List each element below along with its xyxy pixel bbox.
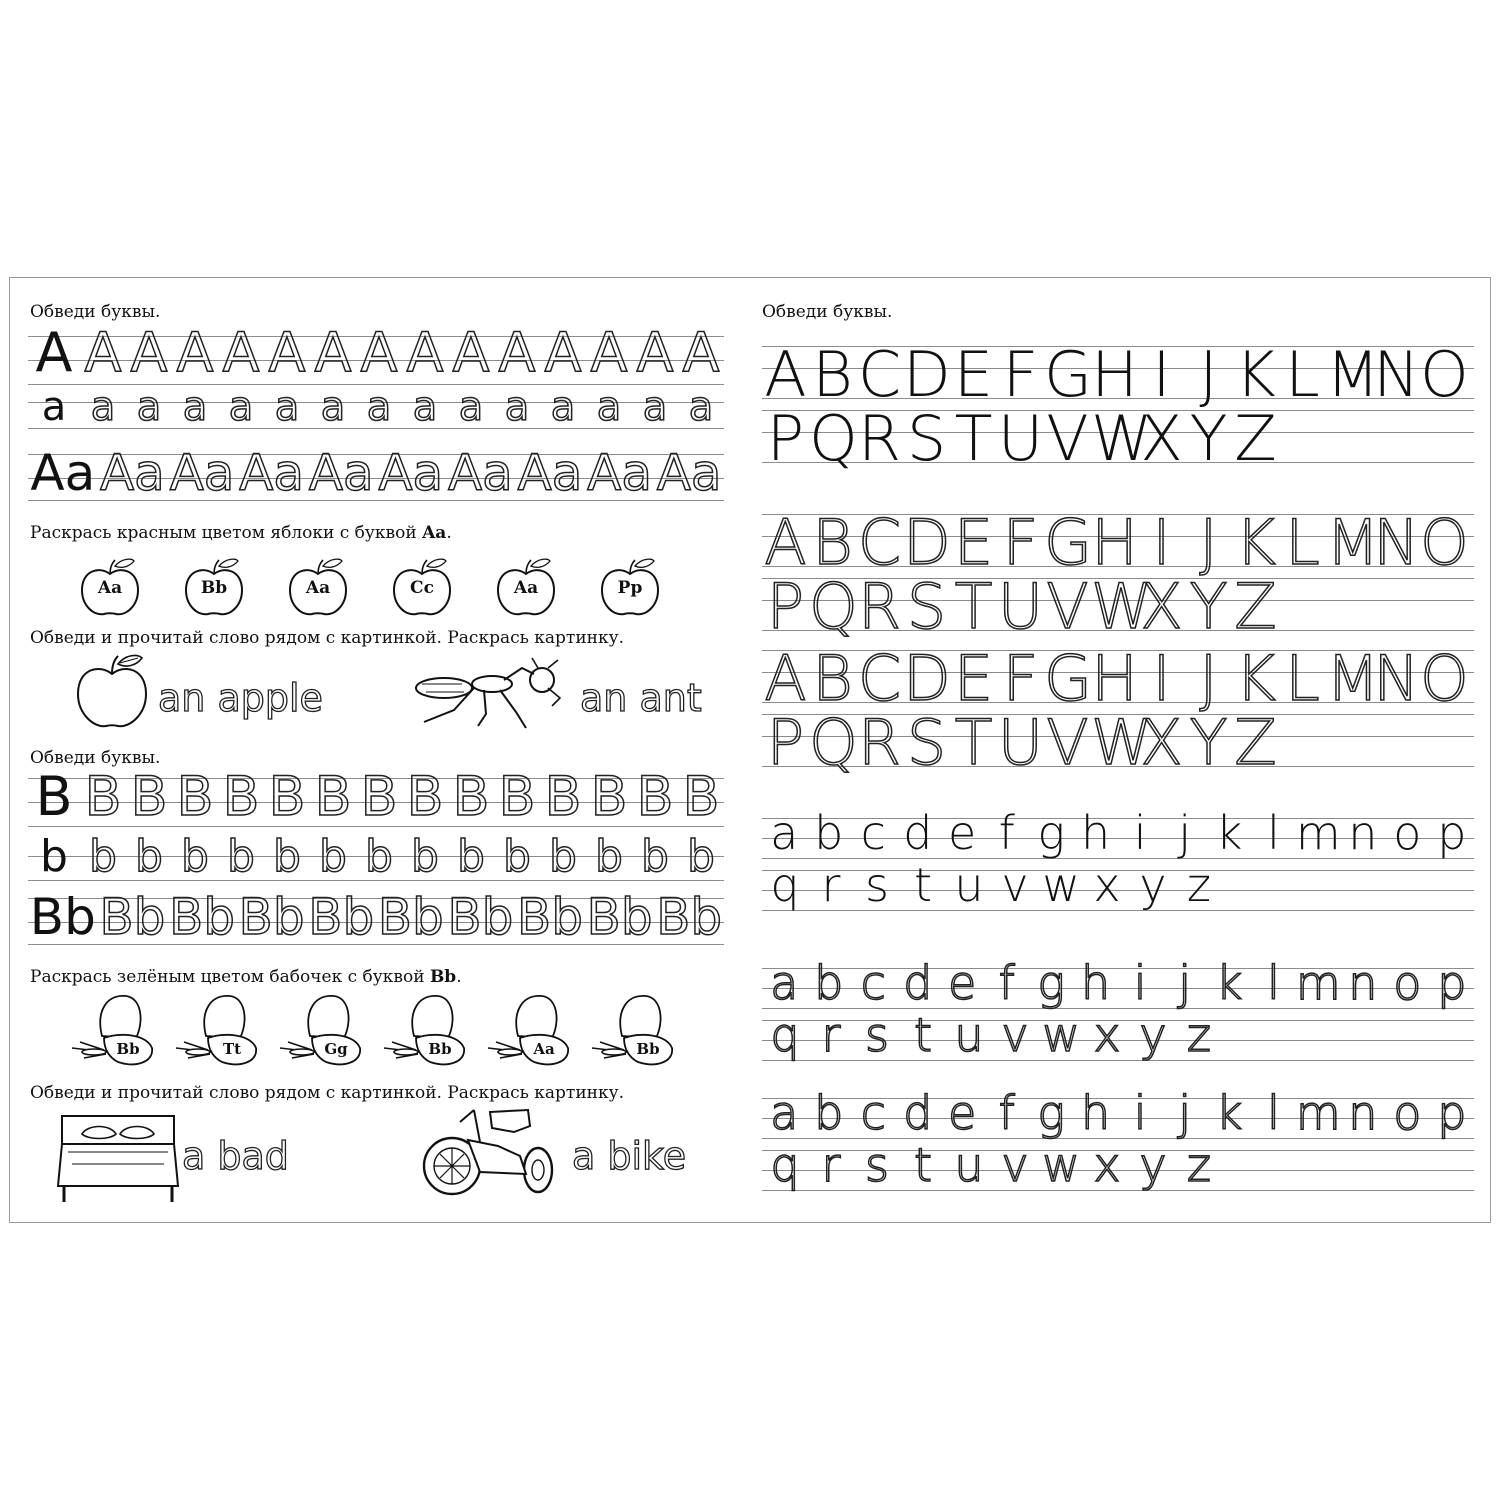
alphabet-letter: n <box>1348 1086 1378 1140</box>
alphabet-letter: t <box>913 858 933 912</box>
alphabet-letter: W <box>1091 570 1153 643</box>
alphabet-row-upper1 <box>762 338 1474 411</box>
alphabet-letter: K <box>1235 506 1276 579</box>
alphabet-letter: H <box>1091 506 1138 579</box>
alphabet-row-lower2 <box>762 1010 1474 1070</box>
alphabet-letter: Y <box>1189 570 1228 643</box>
trace-letter: Bb <box>99 888 166 946</box>
alphabet-letter: e <box>948 1086 977 1140</box>
alphabet-letter: j <box>1178 1086 1191 1140</box>
trace-letter: Aa <box>239 444 304 502</box>
trace-letter: A <box>130 321 168 384</box>
trace-letter: B <box>544 765 582 828</box>
trace-letter: b <box>181 831 209 882</box>
model-letter: a <box>41 384 67 430</box>
trace-letter: Aa <box>447 444 513 502</box>
ant-picture <box>404 654 574 734</box>
alphabet-letter: l <box>1267 806 1280 860</box>
alphabet-letter: e <box>948 956 977 1010</box>
butterfly-icon <box>586 992 682 1076</box>
trace-letter: a <box>412 384 438 430</box>
bed-picture <box>54 1104 182 1204</box>
alphabet-letter: V <box>1046 706 1089 779</box>
alphabet-letter: n <box>1348 806 1378 860</box>
trace-letter: B <box>314 765 352 828</box>
butterfly-icon <box>66 992 162 1076</box>
alphabet-letter: d <box>903 806 933 860</box>
butterfly-label: Bb <box>636 1040 660 1058</box>
instruction-trace-letters: Обведи буквы. <box>30 302 161 322</box>
alphabet-letter: l <box>1267 1086 1280 1140</box>
alphabet-row-upper1 <box>762 506 1474 579</box>
alphabet-letter: G <box>1044 642 1093 715</box>
trace-letter: B <box>682 765 720 828</box>
trace-letter: b <box>641 831 669 882</box>
alphabet-letter: F <box>1002 338 1039 411</box>
model-letter: Aa <box>30 444 96 502</box>
alphabet-letter: H <box>1091 338 1138 411</box>
instruction-read-word-2: Обведи и прочитай слово рядом с картинкой. Раскрась картинку. <box>30 1083 625 1103</box>
alphabet-letter: x <box>1093 1138 1121 1192</box>
trace-letter: Aa <box>587 444 652 502</box>
alphabet-letter: x <box>1093 858 1121 912</box>
trace-letter: A <box>636 321 674 384</box>
trace-letter: B <box>268 765 306 828</box>
trace-letter: a <box>136 384 162 430</box>
alphabet-letter: D <box>903 642 951 715</box>
alphabet-letter: Z <box>1234 706 1277 779</box>
trace-letter: b <box>227 831 255 882</box>
alphabet-letter: C <box>857 506 902 579</box>
alphabet-letter: z <box>1186 1138 1212 1192</box>
alphabet-letter: a <box>770 1086 799 1140</box>
alphabet-letter: k <box>1215 956 1243 1010</box>
alphabet-letter: z <box>1186 1008 1212 1062</box>
trace-letter: B <box>176 765 214 828</box>
alphabet-letter: D <box>903 338 951 411</box>
trace-letter: A <box>590 321 628 384</box>
alphabet-letter: P <box>766 706 805 779</box>
trace-letter: B <box>360 765 398 828</box>
instruction-trace-alphabet: Обведи буквы. <box>762 302 893 322</box>
instruction-color-apples: Раскрась красным цветом яблоки с буквой Aa. <box>30 523 452 543</box>
alphabet-letter: p <box>1437 806 1467 860</box>
trace-letter: a <box>320 384 346 430</box>
trace-letter: Aa <box>99 444 165 502</box>
alphabet-row-lower2 <box>762 1140 1474 1200</box>
alphabet-letter: A <box>764 642 807 715</box>
alphabet-letter: r <box>821 1138 841 1192</box>
alphabet-letter: U <box>997 402 1044 475</box>
alphabet-letter: c <box>860 1086 886 1140</box>
trace-letter: b <box>595 831 623 882</box>
alphabet-row-upper2 <box>762 570 1474 643</box>
alphabet-letter: u <box>954 858 984 912</box>
alphabet-letter: g <box>1037 1086 1065 1140</box>
alphabet-letter: D <box>903 506 951 579</box>
alphabet-letter: t <box>913 1008 933 1062</box>
instruction-trace-letters-b: Обведи буквы. <box>30 748 161 768</box>
alphabet-letter: W <box>1091 706 1153 779</box>
alphabet-letter: J <box>1199 338 1218 411</box>
model-letter: A <box>35 321 73 384</box>
alphabet-letter: r <box>821 1008 841 1062</box>
alphabet-letter: z <box>1186 858 1212 912</box>
alphabet-letter: T <box>954 402 993 475</box>
alphabet-letter: M <box>1326 506 1380 579</box>
trace-letter: Bb <box>516 888 583 946</box>
apple-picture <box>72 650 152 730</box>
alphabet-letter: P <box>766 402 805 475</box>
trace-letter: Bb <box>377 888 444 946</box>
alphabet-letter: j <box>1178 956 1191 1010</box>
alphabet-letter: B <box>812 338 853 411</box>
alphabet-letter: C <box>857 338 902 411</box>
alphabet-letter: o <box>1393 1086 1422 1140</box>
model-letter: Bb <box>29 888 96 946</box>
alphabet-letter: K <box>1235 642 1276 715</box>
alphabet-letter: U <box>997 570 1044 643</box>
alphabet-letter: q <box>770 1008 800 1062</box>
alphabet-letter: P <box>766 570 805 643</box>
trace-letter: Aa <box>517 444 583 502</box>
alphabet-letter: X <box>1140 706 1183 779</box>
alphabet-row-lower2 <box>762 860 1474 920</box>
instruction-color-butterflies: Раскрась зелёным цветом бабочек с буквой Bb. <box>30 967 462 987</box>
trace-letter: Aa <box>308 444 374 502</box>
alphabet-letter: R <box>857 706 902 779</box>
alphabet-letter: K <box>1235 338 1276 411</box>
alphabet-letter: V <box>1046 402 1089 475</box>
alphabet-letter: N <box>1373 506 1420 579</box>
alphabet-letter: E <box>953 338 994 411</box>
alphabet-letter: y <box>1139 858 1167 912</box>
trace-letter: A <box>406 321 444 384</box>
row-upper-b <box>28 765 724 828</box>
trace-letter: b <box>273 831 301 882</box>
alphabet-letter: O <box>1420 642 1469 715</box>
alphabet-letter: f <box>998 956 1015 1010</box>
alphabet-letter: E <box>953 506 994 579</box>
alphabet-letter: w <box>1042 1008 1080 1062</box>
alphabet-letter: F <box>1002 642 1039 715</box>
alphabet-letter: S <box>906 402 947 475</box>
alphabet-letter: m <box>1295 956 1341 1010</box>
alphabet-letter: U <box>997 706 1044 779</box>
alphabet-letter: Q <box>809 402 858 475</box>
alphabet-letter: N <box>1373 642 1420 715</box>
trace-letter: b <box>365 831 393 882</box>
alphabet-letter: v <box>1001 1138 1029 1192</box>
alphabet-letter: k <box>1215 1086 1243 1140</box>
alphabet-letter: o <box>1393 956 1422 1010</box>
model-letter: B <box>35 765 73 828</box>
butterfly-icon <box>378 992 474 1076</box>
trace-letter: a <box>366 384 392 430</box>
alphabet-letter: j <box>1178 806 1191 860</box>
alphabet-letter: p <box>1437 956 1467 1010</box>
apple-label: Aa <box>305 578 331 598</box>
trace-letter: Bb <box>447 888 514 946</box>
trace-letter: Bb <box>308 888 375 946</box>
trace-letter: B <box>222 765 260 828</box>
trace-letter: B <box>590 765 628 828</box>
row-lower-a <box>28 384 724 430</box>
left-page <box>10 278 750 1222</box>
trace-letter: A <box>176 321 214 384</box>
trace-letter: B <box>498 765 536 828</box>
alphabet-letter: d <box>903 1086 933 1140</box>
instruction-read-word-1: Обведи и прочитай слово рядом с картинкой. Раскрась картинку. <box>30 628 625 648</box>
alphabet-letter: T <box>954 706 993 779</box>
alphabet-letter: g <box>1037 956 1065 1010</box>
trace-letter: A <box>84 321 122 384</box>
trace-letter: a <box>688 384 714 430</box>
alphabet-letter: L <box>1285 506 1320 579</box>
alphabet-letter: g <box>1037 806 1065 860</box>
alphabet-letter: s <box>865 858 889 912</box>
trace-letter: a <box>642 384 668 430</box>
alphabet-letter: u <box>954 1008 984 1062</box>
butterfly-label: Bb <box>428 1040 452 1058</box>
alphabet-letter: L <box>1285 338 1320 411</box>
alphabet-letter: s <box>865 1138 889 1192</box>
trace-letter: b <box>549 831 577 882</box>
trace-letter: A <box>682 321 720 384</box>
alphabet-letter: G <box>1044 506 1093 579</box>
alphabet-letter: G <box>1044 338 1093 411</box>
row-bb <box>28 888 724 946</box>
alphabet-letter: b <box>814 1086 844 1140</box>
trace-letter: b <box>457 831 485 882</box>
alphabet-letter: W <box>1091 402 1153 475</box>
row-lower-b <box>28 832 724 880</box>
trace-letter: A <box>452 321 490 384</box>
alphabet-letter: L <box>1285 642 1320 715</box>
alphabet-letter: I <box>1152 642 1171 715</box>
alphabet-letter: N <box>1373 338 1420 411</box>
butterfly-icon <box>482 992 578 1076</box>
word-a-bad: a bad <box>182 1134 289 1178</box>
alphabet-letter: i <box>1133 806 1147 860</box>
trace-letter: a <box>90 384 116 430</box>
trace-letter: b <box>503 831 531 882</box>
alphabet-letter: b <box>814 956 844 1010</box>
alphabet-letter: s <box>865 1008 889 1062</box>
alphabet-letter: M <box>1326 338 1380 411</box>
trace-letter: A <box>222 321 260 384</box>
alphabet-letter: C <box>857 642 902 715</box>
alphabet-letter: o <box>1393 806 1422 860</box>
alphabet-letter: S <box>906 570 947 643</box>
apple-label: Pp <box>617 578 643 598</box>
trace-letter: B <box>84 765 122 828</box>
word-a-bike: a bike <box>572 1134 687 1178</box>
alphabet-letter: q <box>770 1138 800 1192</box>
alphabet-letter: Z <box>1234 402 1277 475</box>
alphabet-letter: h <box>1081 956 1111 1010</box>
alphabet-row-upper2 <box>762 706 1474 779</box>
trace-letter: a <box>550 384 576 430</box>
alphabet-letter: E <box>953 642 994 715</box>
trace-letter: A <box>544 321 582 384</box>
trace-letter: A <box>268 321 306 384</box>
trace-letter: b <box>411 831 439 882</box>
butterfly-label: Gg <box>324 1040 348 1058</box>
worksheet-spread <box>9 277 1491 1223</box>
alphabet-letter: m <box>1295 806 1341 860</box>
trace-letter: Aa <box>169 444 235 502</box>
alphabet-letter: i <box>1133 1086 1147 1140</box>
alphabet-letter: Y <box>1189 706 1228 779</box>
apple-label: Bb <box>200 578 228 598</box>
alphabet-letter: q <box>770 858 800 912</box>
butterfly-label: Bb <box>116 1040 140 1058</box>
alphabet-letter: J <box>1199 506 1218 579</box>
tricycle-picture <box>420 1102 560 1202</box>
alphabet-letter: p <box>1437 1086 1467 1140</box>
trace-letter: Aa <box>656 444 722 502</box>
alphabet-letter: A <box>764 338 807 411</box>
alphabet-letter: m <box>1295 1086 1341 1140</box>
trace-letter: a <box>182 384 208 430</box>
butterfly-icon <box>274 992 370 1076</box>
alphabet-letter: O <box>1420 338 1469 411</box>
alphabet-letter: O <box>1420 506 1469 579</box>
trace-letter: a <box>596 384 622 430</box>
alphabet-letter: V <box>1046 570 1089 643</box>
alphabet-letter: c <box>860 956 886 1010</box>
alphabet-letter: I <box>1152 338 1171 411</box>
alphabet-letter: I <box>1152 506 1171 579</box>
alphabet-letter: M <box>1326 642 1380 715</box>
alphabet-letter: A <box>764 506 807 579</box>
trace-letter: Bb <box>238 888 305 946</box>
trace-letter: B <box>452 765 490 828</box>
alphabet-letter: l <box>1267 956 1280 1010</box>
alphabet-letter: Q <box>809 570 858 643</box>
alphabet-letter: F <box>1002 506 1039 579</box>
alphabet-row-upper1 <box>762 642 1474 715</box>
alphabet-letter: t <box>913 1138 933 1192</box>
alphabet-letter: e <box>948 806 977 860</box>
apple-label: Aa <box>97 578 123 598</box>
alphabet-letter: B <box>812 506 853 579</box>
alphabet-letter: f <box>998 1086 1015 1140</box>
alphabet-row-upper2 <box>762 402 1474 475</box>
butterfly-label: Aa <box>533 1040 555 1058</box>
trace-letter: a <box>274 384 300 430</box>
row-upper-a <box>28 321 724 386</box>
alphabet-letter: k <box>1215 806 1243 860</box>
trace-letter: Aa <box>378 444 444 502</box>
alphabet-letter: Q <box>809 706 858 779</box>
alphabet-letter: r <box>821 858 841 912</box>
alphabet-letter: x <box>1093 1008 1121 1062</box>
alphabet-letter: H <box>1091 642 1138 715</box>
alphabet-letter: w <box>1042 1138 1080 1192</box>
alphabet-letter: S <box>906 706 947 779</box>
trace-letter: Bb <box>168 888 235 946</box>
alphabet-letter: w <box>1042 858 1080 912</box>
row-aa <box>28 444 724 502</box>
alphabet-letter: J <box>1199 642 1218 715</box>
alphabet-letter: R <box>857 402 902 475</box>
trace-letter: a <box>228 384 254 430</box>
butterfly-label: Tt <box>222 1040 242 1058</box>
trace-letter: b <box>89 831 117 882</box>
alphabet-letter: v <box>1001 1008 1029 1062</box>
alphabet-letter: y <box>1139 1138 1167 1192</box>
trace-letter: B <box>130 765 168 828</box>
alphabet-letter: f <box>998 806 1015 860</box>
alphabet-letter: u <box>954 1138 984 1192</box>
alphabet-letter: B <box>812 642 853 715</box>
alphabet-letter: R <box>857 570 902 643</box>
trace-letter: A <box>314 321 352 384</box>
trace-letter: a <box>458 384 484 430</box>
alphabet-letter: Z <box>1234 570 1277 643</box>
alphabet-letter: n <box>1348 956 1378 1010</box>
trace-letter: B <box>406 765 444 828</box>
alphabet-letter: d <box>903 956 933 1010</box>
trace-letter: b <box>135 831 163 882</box>
alphabet-letter: X <box>1140 402 1183 475</box>
alphabet-letter: i <box>1133 956 1147 1010</box>
trace-letter: Bb <box>586 888 653 946</box>
model-letter: b <box>40 831 68 882</box>
word-an-apple: an apple <box>158 676 323 720</box>
word-an-ant: an ant <box>580 676 702 720</box>
alphabet-letter: T <box>954 570 993 643</box>
alphabet-letter: h <box>1081 806 1111 860</box>
alphabet-letter: y <box>1139 1008 1167 1062</box>
alphabet-letter: v <box>1001 858 1029 912</box>
alphabet-letter: Y <box>1189 402 1228 475</box>
apple-label: Cc <box>410 578 434 598</box>
alphabet-letter: a <box>770 806 799 860</box>
trace-letter: Bb <box>656 888 723 946</box>
trace-letter: b <box>687 831 715 882</box>
butterfly-icon <box>170 992 266 1076</box>
trace-letter: B <box>636 765 674 828</box>
trace-letter: a <box>504 384 530 430</box>
alphabet-letter: b <box>814 806 844 860</box>
alphabet-letter: a <box>770 956 799 1010</box>
trace-letter: A <box>360 321 398 384</box>
alphabet-letter: X <box>1140 570 1183 643</box>
trace-letter: b <box>319 831 347 882</box>
alphabet-letter: c <box>860 806 886 860</box>
right-page <box>750 278 1492 1222</box>
trace-letter: A <box>498 321 536 384</box>
alphabet-letter: h <box>1081 1086 1111 1140</box>
apple-label: Aa <box>513 578 539 598</box>
